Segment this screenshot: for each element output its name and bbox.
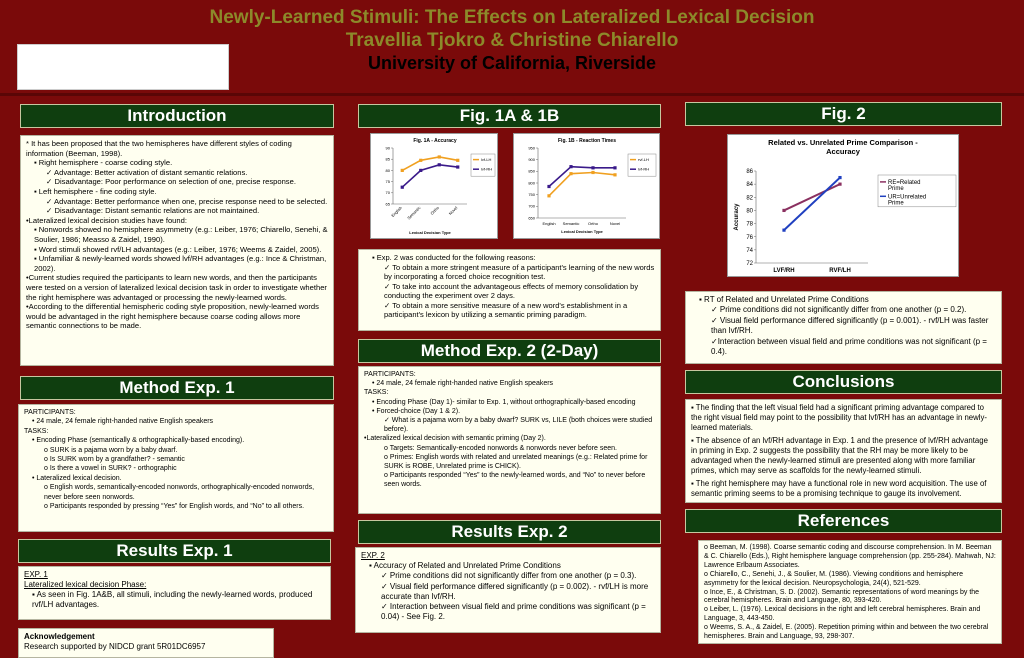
- reference-item: o Weems, S. A., & Zaidel, E. (2005). Repetition priming within and between the two cerebral hemispheres. Brain and Language, 93, 298-307.: [704, 624, 989, 641]
- x-tick-label: Ortho: [587, 221, 599, 226]
- legend-label-line: UR=Unrelated: [888, 194, 927, 201]
- method2-line: o Targets: Semantically-encoded nonwords & nonwords never before seen.: [384, 444, 617, 452]
- y-tick-label: 65: [385, 201, 390, 207]
- series-line: [549, 167, 615, 187]
- method2-line: TASKS:: [364, 389, 389, 397]
- reference-item: o Chiarello, C., Senehi, J., & Soulier, M. (1986). Viewing conditions and hemisphere asymmetry for the lexical decision. Neuropsychologia, 24(4), 521-529.: [704, 570, 964, 587]
- method1-line: • Lateralized lexical decision.: [32, 474, 122, 482]
- data-point: [456, 159, 459, 162]
- method2-line: PARTICIPANTS:: [364, 371, 416, 378]
- y-tick-label: 70: [385, 190, 390, 196]
- series-line: [402, 165, 458, 187]
- intro-line: ▪ Nonwords showed no hemisphere asymmetry (e.g.: Leiber, 1976; Chiarello, Senehi, & Soulier, 1986; Measso & Zaidel, 1990).: [34, 225, 328, 244]
- conclusion-line: ▪ The absence of an lvf/RH advantage in Exp. 1 and the presence of lvf/RH advantage in priming in Exp. 2 suggests the possibility that the RH may be more likely to be advantaged when the newly-learned stimuli are presented along with more familiar primes, which may serve as scaffolds for the newly-learned stimuli.: [691, 436, 988, 475]
- intro-line: ✓ Disadvantage: Distant semantic relations are not maintained.: [46, 206, 260, 216]
- y-tick-label: 800: [528, 180, 535, 186]
- legend-label-line: Prime: [888, 186, 904, 192]
- fig2-chart: [727, 134, 959, 277]
- method2-line: o Participants responded “Yes” to the newly-learned words, and “No” to never before seen words.: [384, 472, 646, 489]
- rt-line: ✓Interaction between visual field and prime conditions was not significant (p = 0.4).: [711, 336, 987, 357]
- results-exp2-header: Results Exp. 2: [358, 520, 661, 544]
- fig1-header: Fig. 1A & 1B: [358, 104, 661, 128]
- poster-title: Newly-Learned Stimuli: The Effects on Lateralized Lexical Decision: [209, 7, 815, 28]
- y-tick-label: 90: [385, 145, 390, 151]
- data-point: [591, 171, 594, 174]
- intro-line: ✓ Advantage: Better activation of distant semantic relations.: [46, 167, 248, 177]
- conclusions-box: [685, 399, 1002, 503]
- conclusion-line: ▪ The finding that the left visual field had a significant priming advantage compared to the right visual field may point to the possibility that lvf/RH has an advantage in newly-learned materials.: [691, 403, 988, 432]
- y-tick-label: 850: [528, 168, 535, 174]
- data-point: [569, 172, 572, 175]
- series-line: [784, 184, 840, 210]
- legend-label-line: RE=Related: [888, 180, 921, 186]
- results1-line: ▪ As seen in Fig. 1A&B, all stimuli, including the newly-learned words, produced rvf/LH advantages.: [32, 590, 313, 609]
- intro-line: ✓ Advantage: Better performance when one, precise response need to be selected.: [46, 196, 328, 206]
- data-point: [547, 185, 550, 188]
- reference-item: o Beeman, M. (1998). Coarse semantic coding and discourse comprehension. In M. Beeman & C. Chiarello (Eds.), Right hemisphere language comprehension (pp. 255-284). Mahwah, NJ: Lawrence Erlbaum Associates.: [704, 544, 996, 569]
- method1-line: o SURK is a pajama worn by a baby dwarf.: [44, 446, 178, 454]
- exp2-reason-line: ✓ To obtain a more stringent measure of a participant's learning of the new words by incorporating a forced choice recognition test.: [384, 262, 655, 281]
- results2-line: ▪ Accuracy of Related and Unrelated Prime Conditions: [369, 561, 561, 571]
- method1-line: o English words, semantically-encoded nonwords, orthographically-encoded nonwords, never before seen nonwords.: [44, 484, 315, 501]
- y-tick-label: 80: [746, 208, 753, 215]
- chart-title: Fig. 1A - Accuracy: [413, 138, 457, 144]
- legend-label-line: Prime: [888, 200, 904, 207]
- fig1a-chart: [370, 133, 498, 239]
- y-tick-label: 78: [746, 221, 753, 228]
- introduction-header: Introduction: [20, 104, 334, 128]
- data-point: [438, 155, 441, 158]
- chart-title: Fig. 1B - Reaction Times: [558, 138, 616, 144]
- data-point: [569, 165, 572, 168]
- method2-line: • Encoding Phase (Day 1)- similar to Exp. 1, without orthographically-based encoding: [372, 398, 636, 406]
- series-line: [784, 178, 840, 231]
- data-point: [419, 169, 422, 172]
- y-tick-label: 82: [746, 195, 753, 202]
- header-divider: [0, 93, 1024, 96]
- data-point: [456, 165, 459, 168]
- x-tick-label: English: [390, 205, 403, 218]
- y-tick-label: 900: [528, 157, 535, 163]
- conclusion-line: ▪ The right hemisphere may have a functional role in new word acquisition. The use of semantic priming seems to be a promising technique to gauge its involvement.: [691, 479, 987, 498]
- x-axis-label: Lexical Decision Type: [561, 229, 603, 234]
- x-tick-label: RVF/LH: [829, 268, 851, 274]
- introduction-box: [20, 135, 334, 366]
- method1-line: PARTICIPANTS:: [24, 409, 76, 416]
- data-point: [838, 176, 841, 179]
- data-point: [438, 163, 441, 166]
- exp2-reason-line: ✓ To obtain a more sensitive measure of a new word's establishment in a participant's lexicon by utilizing a semantic priming paradigm.: [384, 300, 628, 319]
- results-exp1-box: [18, 566, 331, 620]
- legend-label: rvf-LH: [638, 157, 649, 162]
- x-axis-label: Lexical Decision Type: [409, 230, 451, 235]
- acknowledgement-box: [18, 628, 274, 658]
- x-tick-label: Semantic: [406, 205, 422, 221]
- intro-line: •Current studies required the participants to learn new words, and then the participants were tested on a version of lateralized lexical decision task in order to investigate whether the right hemisphere was advantaged or processing the newly-learned words.: [26, 273, 327, 302]
- y-tick-label: 750: [528, 192, 535, 198]
- y-tick-label: 76: [746, 234, 753, 241]
- method2-line: •Lateralized lexical decision with semantic priming (Day 2).: [364, 435, 546, 443]
- poster-affiliation: University of California, Riverside: [367, 53, 657, 73]
- data-point: [591, 166, 594, 169]
- intro-line: * It has been proposed that the two hemispheres have different styles of coding information (Beeman, 1998).: [26, 139, 292, 158]
- method-exp2-box: [358, 366, 661, 514]
- references-header: References: [685, 509, 1002, 533]
- y-tick-label: 75: [385, 179, 390, 184]
- results2-line: ✓ Visual field performance differed significantly (p = 0.002). - rvf/LH is more accurate than lvf/RH.: [381, 581, 649, 601]
- data-point: [613, 166, 616, 169]
- reference-item: o Leiber, L. (1976). Lexical decisions in the right and left cerebral hemispheres. Brain and Language, 3, 443-450.: [704, 606, 981, 623]
- y-tick-label: 80: [385, 167, 390, 173]
- data-point: [547, 194, 550, 197]
- method-exp1-header: Method Exp. 1: [20, 376, 334, 400]
- intro-line: ▪ Left hemisphere - fine coding style.: [34, 186, 157, 196]
- results2-line: ✓ Prime conditions did not significantly differ from one another (p = 0.3).: [381, 571, 637, 581]
- conclusions-header: Conclusions: [685, 370, 1002, 394]
- rt-results-box: [685, 291, 1002, 364]
- method2-line: • 24 male, 24 female right-handed native English speakers: [372, 380, 554, 388]
- x-tick-label: Novel: [609, 221, 621, 226]
- results1-phase-label: Lateralized lexical decision Phase:: [24, 580, 147, 589]
- y-tick-label: 650: [528, 215, 535, 221]
- method1-line: • 24 male, 24 female right-handed native English speakers: [32, 418, 214, 426]
- results2-line: ✓ Interaction between visual field and prime conditions was significant (p = 0.04) - See Fig. 2.: [381, 602, 646, 622]
- data-point: [782, 229, 785, 232]
- chart-title-line: Accuracy: [826, 147, 860, 156]
- y-tick-label: 84: [746, 182, 753, 189]
- method2-line: o Primes: English words with related and unrelated meanings (e.g.: Related prime for SURK is ROBE, Unrelated prime is CHICK).: [384, 453, 648, 471]
- legend-label: lvf-RH: [638, 166, 650, 172]
- intro-line: ▪ Word stimuli showed rvf/LH advantages (e.g.: Leiber, 1976; Weems & Zaidel, 2005).: [34, 244, 322, 254]
- exp2-reason-line: ▪ Exp. 2 was conducted for the following reasons:: [372, 253, 536, 262]
- exp2-reason-line: ✓ To take into account the advantageous effects of memory consolidation by conducting the experiment over 2 days.: [384, 281, 639, 300]
- references-box: [698, 540, 1002, 644]
- intro-line: •According to the differential hemispheric coding style proposition, newly-learned words would be advantaged in the right hemisphere because coarse coding allows more semantic connections to be made.: [26, 302, 319, 331]
- x-tick-label: Ortho: [429, 205, 440, 216]
- results2-exp-label: EXP. 2: [361, 551, 385, 560]
- y-tick-label: 85: [385, 156, 390, 162]
- legend-label: lvf-RH: [481, 166, 493, 172]
- series-line: [549, 173, 615, 196]
- data-point: [401, 186, 404, 189]
- x-tick-label: Semantic: [562, 221, 580, 226]
- data-point: [419, 159, 422, 162]
- y-tick-label: 86: [746, 169, 753, 176]
- x-tick-label: LVF/RH: [773, 268, 795, 274]
- rt-line: ✓ Visual field performance differed significantly (p = 0.001). - rvf/LH was faster than lvf/RH.: [711, 315, 989, 336]
- reference-item: o Ince, E., & Christman, S. D. (2002). Semantic representations of word meanings by the cerebral hemispheres. Brain and Language, 80, 393-420.: [704, 588, 980, 605]
- results-exp2-box: [355, 547, 661, 633]
- method1-line: o Participants responded by pressing “Yes” for English words, and “No” to all others.: [44, 503, 305, 511]
- intro-line: ✓ Disadvantage: Poor performance on selection of one, precise response.: [46, 177, 296, 187]
- fig2-header: Fig. 2: [685, 102, 1002, 126]
- poster-authors: Travellia Tjokro & Christine Chiarello: [345, 30, 679, 51]
- legend-label: lvf-LH: [481, 157, 492, 162]
- rt-line: ✓ Prime conditions did not significantly differ from one another (p = 0.2).: [711, 305, 967, 315]
- results1-exp-label: EXP. 1: [24, 570, 48, 579]
- y-tick-label: 950: [528, 145, 535, 151]
- intro-line: ▪ Unfamiliar & newly-learned words showed lvf/RH advantages (e.g.: Ince & Christman, 2002).: [34, 254, 327, 273]
- fig1b-svg: [514, 134, 659, 238]
- chart-title-line: Related vs. Unrelated Prime Comparison -: [768, 138, 918, 147]
- x-tick-label: English: [542, 221, 556, 226]
- method-exp2-header: Method Exp. 2 (2-Day): [358, 339, 661, 363]
- method2-line: • Forced-choice (Day 1 & 2).: [372, 407, 461, 415]
- fig1a-svg: [371, 134, 497, 238]
- y-axis-label: Accuracy: [734, 203, 740, 231]
- y-tick-label: 72: [746, 261, 753, 268]
- data-point: [613, 173, 616, 176]
- results-exp1-header: Results Exp. 1: [18, 539, 331, 563]
- x-tick-label: Novel: [447, 205, 459, 216]
- method1-line: TASKS:: [24, 427, 49, 435]
- acknowledgement-title: Acknowledgement: [24, 632, 95, 641]
- y-tick-label: 700: [528, 203, 535, 209]
- fig1b-chart: [513, 133, 660, 239]
- intro-line: •Lateralized lexical decision studies have found:: [26, 215, 187, 225]
- data-point: [401, 169, 404, 172]
- data-point: [838, 183, 841, 186]
- poster-header: [150, 6, 874, 75]
- chart-title: [768, 138, 918, 156]
- method-exp1-box: [18, 404, 334, 532]
- method2-line: ✓ What is a pajama worn by a baby dwarf? SURK vs, LILE (both choices were studied before).: [384, 417, 653, 434]
- method1-line: • Encoding Phase (semantically & orthographically-based encoding).: [32, 437, 245, 445]
- data-point: [782, 209, 785, 212]
- intro-line: ▪ Right hemisphere - coarse coding style.: [34, 158, 173, 168]
- rt-line: ▪ RT of Related and Unrelated Prime Conditions: [699, 295, 869, 304]
- fig2-svg: [728, 135, 958, 276]
- exp2-reasons-box: [358, 249, 661, 331]
- method1-line: o Is there a vowel in SURK? - orthographic: [44, 465, 177, 473]
- acknowledgement-text: Research supported by NIDCD grant 5R01DC6957: [24, 642, 206, 651]
- y-tick-label: 74: [746, 247, 753, 254]
- method1-line: o Is SURK worn by a grandfather? - semantic: [44, 456, 185, 464]
